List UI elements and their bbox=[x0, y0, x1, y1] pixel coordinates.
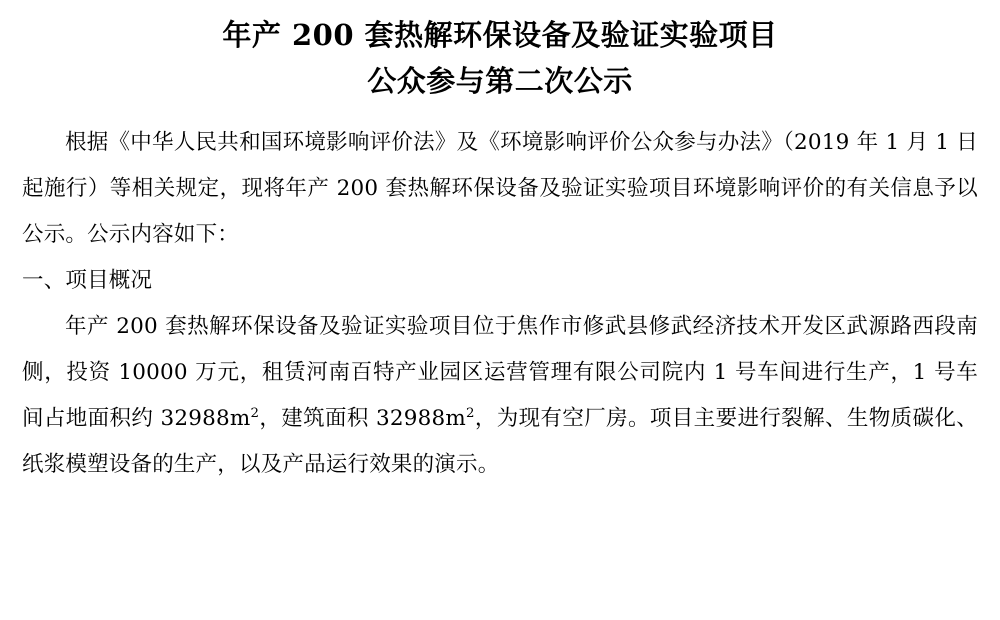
page-title-line-2: 公众参与第二次公示 bbox=[367, 64, 633, 98]
section-heading-project-overview: 一、项目概况 bbox=[22, 268, 153, 293]
area-superscript-1: 2 bbox=[250, 405, 260, 421]
paragraph-project-overview-part-c: ，为现有空厂房。项目主要进行裂解、生物质碳化、纸浆模塑设备的生产，以及产品运行效果的演示。 bbox=[22, 406, 978, 477]
paragraph-project-overview-part-a: 年产 200 套热解环保设备及验证实验项目位于焦作市修武县修武经济技术开发区武源路西段南侧，投资 10000 万元，租赁河南百特产业园区运营管理有限公司院内 1 号车间进行生产，1 号车间占地面积约 32988m bbox=[22, 314, 978, 431]
page-title-line-1: 年产 200 套热解环保设备及验证实验项目 bbox=[222, 18, 778, 52]
area-superscript-2: 2 bbox=[465, 405, 475, 421]
paragraph-project-overview bbox=[22, 304, 978, 488]
page-title bbox=[22, 10, 978, 104]
paragraph-project-overview-part-b: ，建筑面积 32988m bbox=[259, 406, 466, 431]
paragraph-intro: 根据《中华人民共和国环境影响评价法》及《环境影响评价公众参与办法》（2019 年 1 月 1 日起施行）等相关规定，现将年产 200 套热解环保设备及验证实验项目环境影响评价的有关信息予以公示。公示内容如下： bbox=[22, 130, 978, 247]
document-body bbox=[22, 120, 978, 488]
